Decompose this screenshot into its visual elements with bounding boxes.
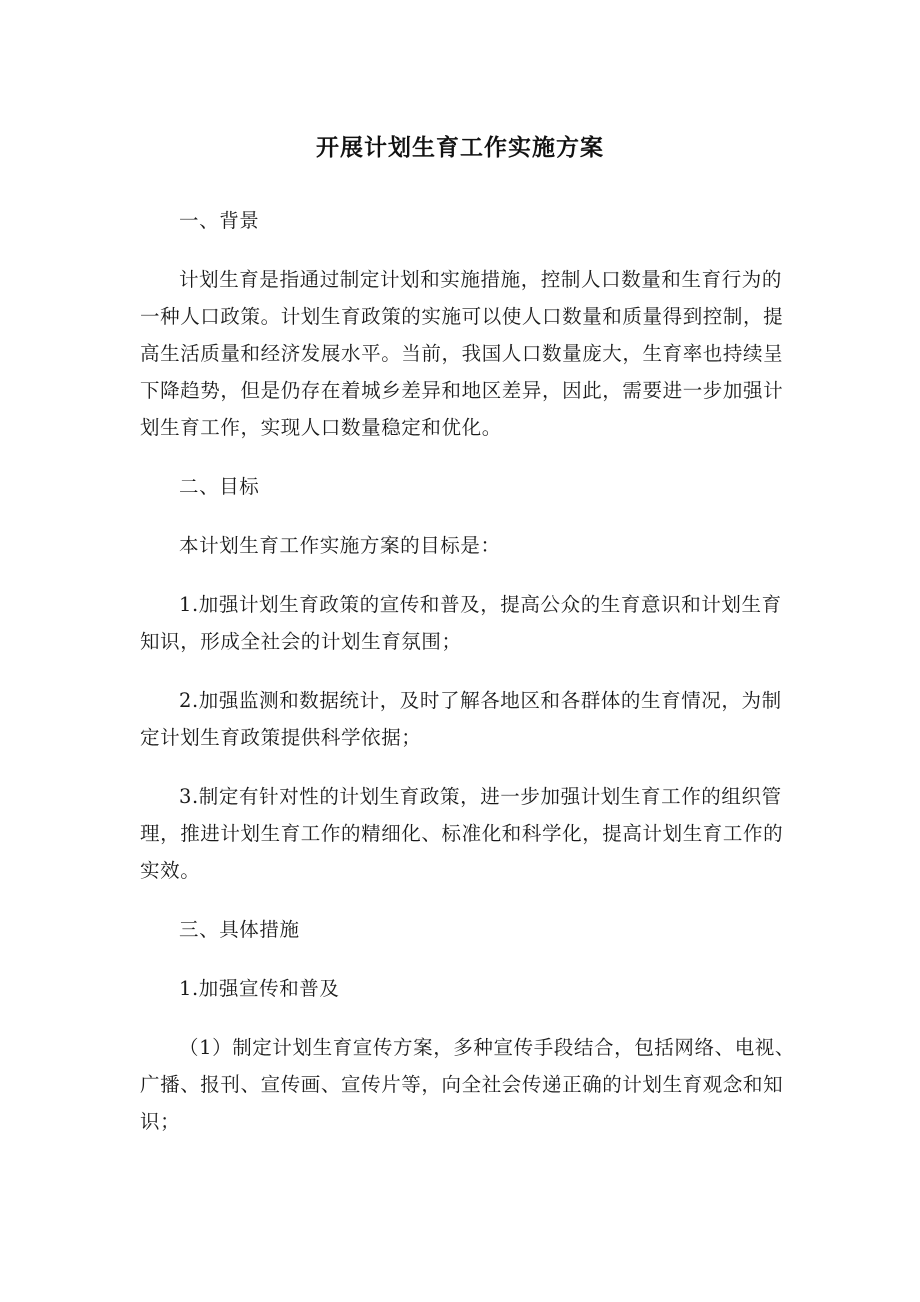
document-body — [140, 202, 800, 1162]
measure-item-1-1: （1）制定计划生育宣传方案，多种宣传手段结合，包括网络、电视、广播、报刊、宣传画、宣传片等，向全社会传递正确的计划生育观念和知识； — [140, 1036, 796, 1133]
goal-item-3: 3.制定有针对性的计划生育政策，进一步加强计划生育工作的组织管理，推进计划生育工作的精细化、标准化和科学化，提高计划生育工作的实效。 — [140, 785, 784, 882]
measure-subheading-1: 1.加强宣传和普及 — [179, 977, 340, 1000]
section-heading-background: 一、背景 — [179, 209, 260, 232]
paragraph-goals-intro: 本计划生育工作实施方案的目标是： — [179, 534, 501, 557]
goal-item-2: 2.加强监测和数据统计，及时了解各地区和各群体的生育情况，为制定计划生育政策提供科学依据； — [140, 689, 782, 749]
document-title: 开展计划生育工作实施方案 — [316, 135, 604, 161]
section-heading-measures: 三、具体措施 — [179, 918, 300, 941]
section-heading-goals: 二、目标 — [179, 475, 260, 498]
paragraph-background: 计划生育是指通过制定计划和实施措施，控制人口数量和生育行为的一种人口政策。计划生育政策的实施可以使人口数量和质量得到控制，提高生活质量和经济发展水平。当前，我国人口数量庞大，生育率也持续呈下降趋势，但是仍存在着城乡差异和地区差异，因此，需要进一步加强计划生育工作，实现人口数量稳定和优化。 — [140, 268, 784, 439]
goal-item-1: 1.加强计划生育政策的宣传和普及，提高公众的生育意识和计划生育知识，形成全社会的计划生育氛围； — [140, 593, 782, 653]
